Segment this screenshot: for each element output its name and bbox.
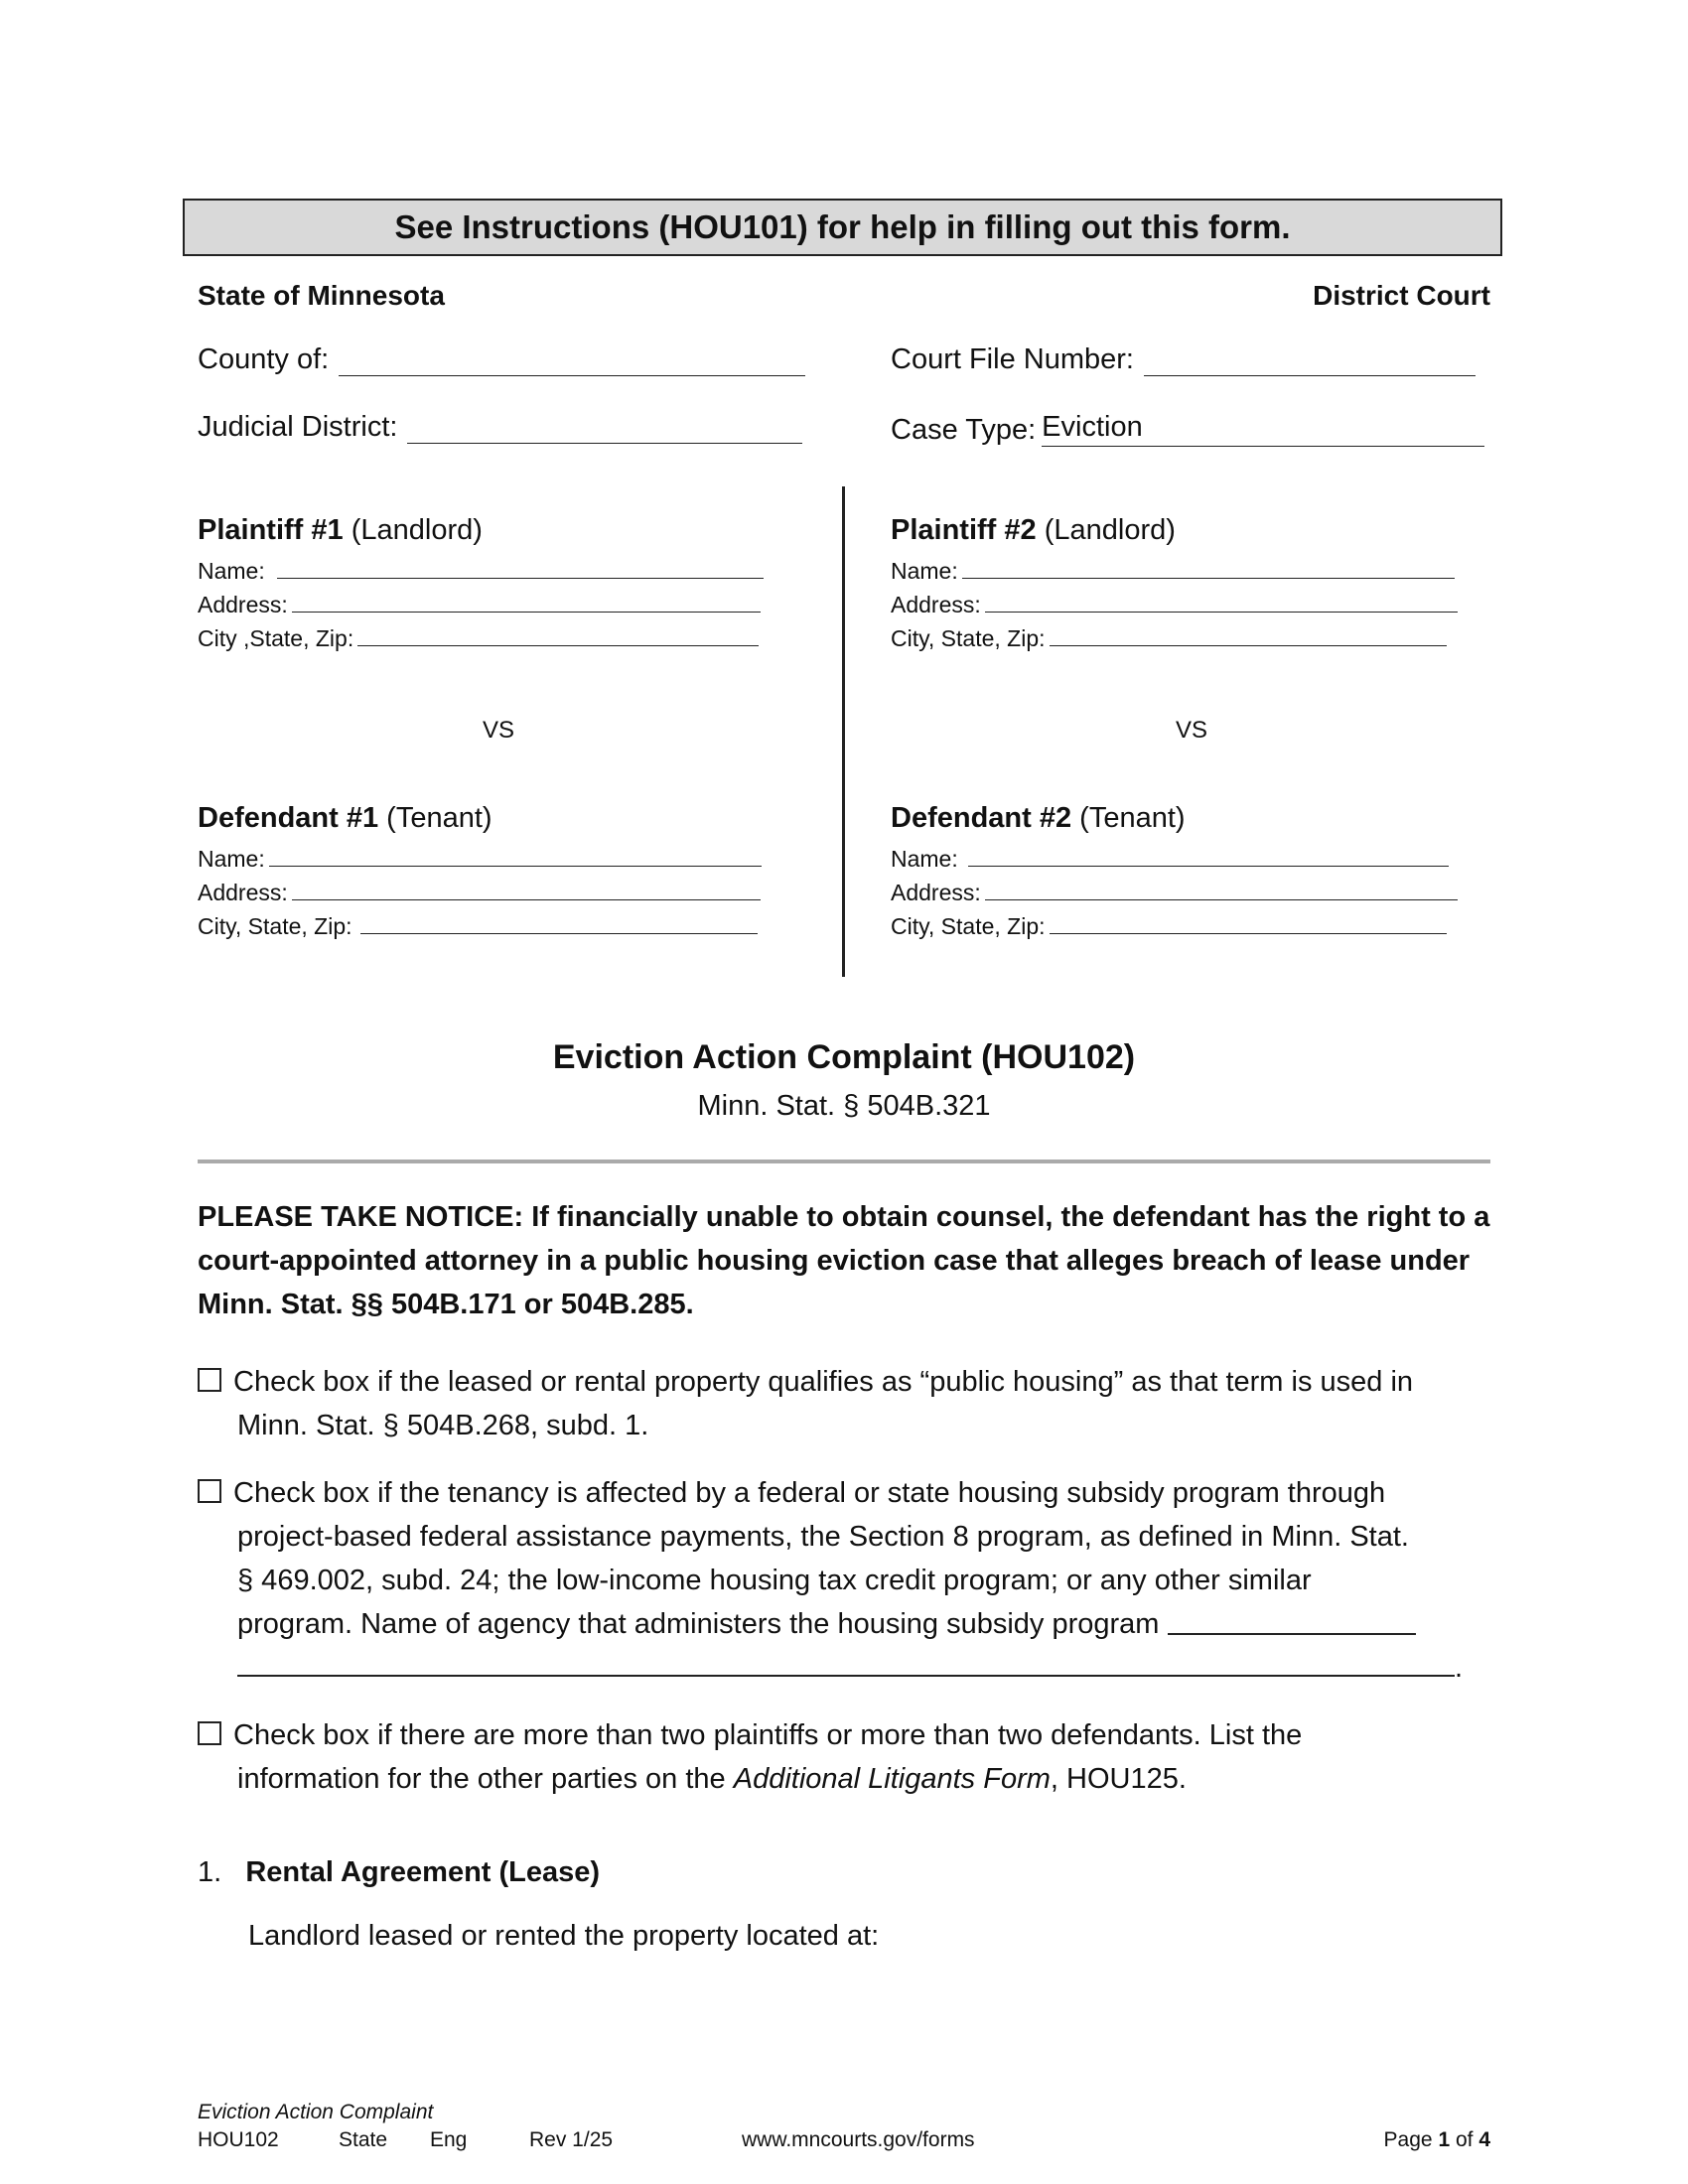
case-type-field[interactable]	[891, 411, 1484, 447]
column-divider	[842, 486, 845, 977]
county-label: County of:	[198, 343, 330, 375]
plaintiff2-name[interactable]: Name:	[891, 551, 1458, 585]
defendant1-block	[198, 802, 762, 940]
defendant2-block	[891, 802, 1458, 940]
county-line[interactable]	[339, 373, 805, 376]
district-line[interactable]	[407, 441, 802, 444]
plaintiff2-address[interactable]: Address:	[891, 585, 1458, 618]
plaintiff1-title: Plaintiff #1 (Landlord)	[198, 514, 483, 546]
footer-code: HOU102	[198, 2128, 279, 2151]
page-footer	[198, 2101, 1490, 2152]
plaintiff2-city[interactable]: City, State, Zip:	[891, 618, 1458, 652]
defendant2-city[interactable]: City, State, Zip:	[891, 906, 1458, 940]
vs-left: VS	[483, 717, 515, 744]
subsidy-checkbox[interactable]	[198, 1479, 221, 1503]
agency-name-line-2[interactable]	[237, 1673, 1455, 1677]
plaintiff1-city[interactable]: City ,State, Zip:	[198, 618, 764, 652]
public-housing-check: Check box if the leased or rental property qualifies as “public housing” as that term is used in Minn. Stat. § 504B.268, subd. 1.	[198, 1360, 1503, 1447]
defendant1-address[interactable]: Address:	[198, 873, 762, 906]
plaintiff1-address[interactable]: Address:	[198, 585, 764, 618]
footer-lang: Eng	[430, 2128, 468, 2151]
form-subtitle: Minn. Stat. § 504B.321	[697, 1090, 991, 1122]
notice-text: PLEASE TAKE NOTICE: If financially unable to obtain counsel, the defendant has the right to a court-appointed attorney in a public housing eviction case that alleges breach of lease under Minn. Stat. §§ 504B.171 or 504B.285.	[198, 1201, 1490, 1320]
parties-checkbox[interactable]	[198, 1721, 221, 1745]
section-1-heading: 1. Rental Agreement (Lease)	[198, 1856, 601, 1888]
file-number-line[interactable]	[1144, 373, 1476, 376]
county-field[interactable]	[198, 343, 805, 376]
court-label: District Court	[1313, 280, 1490, 311]
parties-check: Check box if there are more than two plaintiffs or more than two defendants. List the information for the other parties on the Additional Litigants Form, HOU125.	[198, 1713, 1503, 1801]
form-title: Eviction Action Complaint (HOU102)	[552, 1038, 1136, 1076]
footer-form-name: Eviction Action Complaint	[198, 2101, 434, 2123]
plaintiff2-block	[891, 514, 1458, 652]
plaintiff2-title: Plaintiff #2 (Landlord)	[891, 514, 1176, 546]
case-type-value[interactable]: Eviction	[1042, 411, 1484, 447]
case-type-label: Case Type:	[891, 414, 1037, 446]
public-housing-checkbox[interactable]	[198, 1368, 221, 1392]
defendant1-name[interactable]: Name:	[198, 839, 762, 873]
subsidy-check: Check box if the tenancy is affected by a federal or state housing subsidy program through project-based federal assistance payments, the Section 8 program, as defined in Minn. Stat. § 469.002, subd. 24; the low-income housing tax credit program; or any other similar program. Name of agency that administers the housing subsidy program .	[198, 1471, 1503, 1690]
agency-name-line[interactable]	[1168, 1631, 1416, 1635]
footer-rev: Rev 1/25	[529, 2128, 614, 2151]
file-number-field[interactable]	[891, 343, 1476, 376]
defendant2-name[interactable]: Name:	[891, 839, 1458, 873]
state-label: State of Minnesota	[198, 280, 445, 311]
instructions-banner: See Instructions (HOU101) for help in filling out this form.	[183, 199, 1502, 256]
district-label: Judicial District:	[198, 411, 398, 443]
footer-state: State	[339, 2128, 388, 2151]
defendant1-title: Defendant #1 (Tenant)	[198, 802, 492, 834]
defendant1-city[interactable]: City, State, Zip:	[198, 906, 762, 940]
vs-right: VS	[1176, 717, 1208, 744]
defendant2-address[interactable]: Address:	[891, 873, 1458, 906]
defendant2-title: Defendant #2 (Tenant)	[891, 802, 1186, 834]
district-field[interactable]	[198, 411, 802, 444]
plaintiff1-name[interactable]: Name:	[198, 551, 764, 585]
horizontal-rule	[198, 1160, 1490, 1163]
footer-page: Page 1 of 4	[1383, 2128, 1490, 2151]
file-number-label: Court File Number:	[891, 343, 1134, 375]
section-1-text: Landlord leased or rented the property located at:	[248, 1920, 880, 1952]
plaintiff1-block	[198, 514, 764, 652]
footer-url: www.mncourts.gov/forms	[742, 2128, 975, 2151]
